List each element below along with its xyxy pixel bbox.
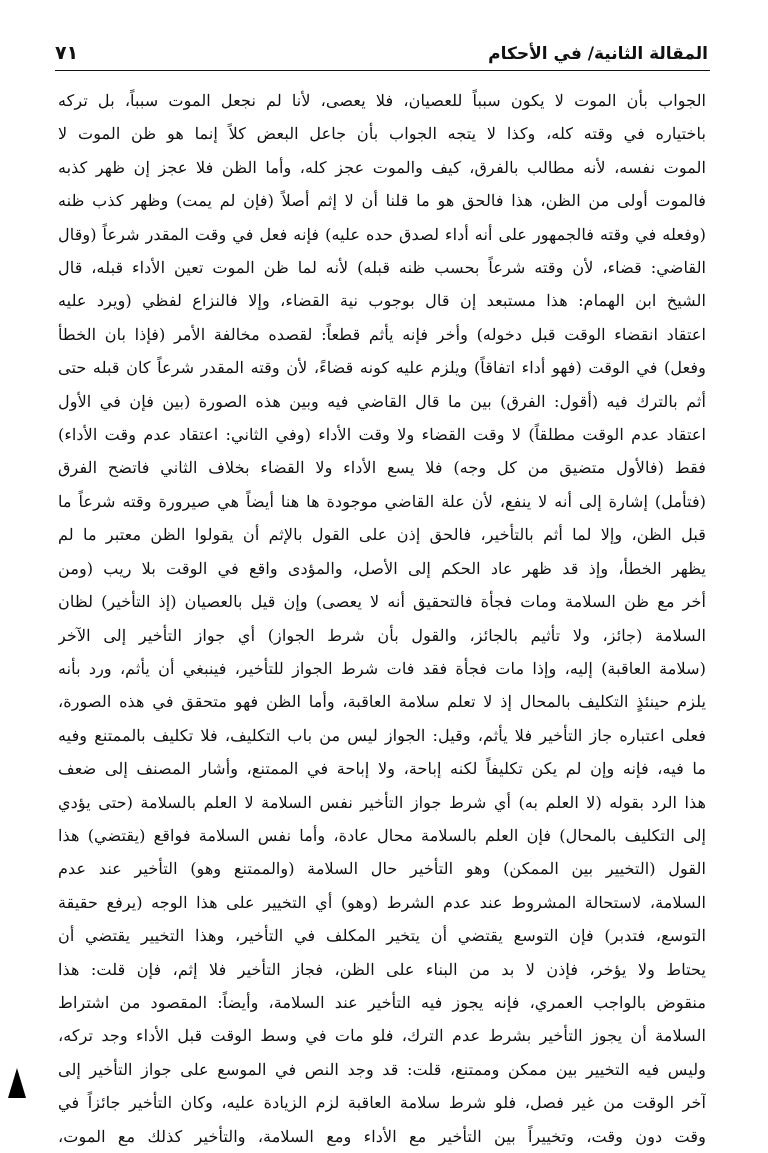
text-line: أخر مع ظن السلامة ومات فجأة فالتحقيق أنه لا يعصى) وإن قيل بالعصيان (إذ التأخير) لظان: [58, 592, 706, 612]
text-line: فالموت أولى من الظن، هذا فالحق هو ما قلنا أن لا إثم أصلاً (فإن لم يمت) وظهر كذب ظنه: [58, 191, 706, 211]
text-line: هذا الرد بقوله (لا العلم به) أي شرط جواز التأخير نفس السلامة لا العلم بالسلامة (حتى يؤدي: [58, 792, 706, 812]
text-line: يظهر الخطأ، وإذ قد ظهر عاد الحكم إلى الأصل، والمؤدى واقع في الوقت بلا ريب (ومن: [58, 558, 706, 578]
text-line: وفعل) في الوقت (فهو أداء اتفاقاً) ويلزم عليه كونه قضاءً، لأن وقته المقدر شرعاً كان قبله حتى: [58, 358, 706, 378]
text-line: وقت دون وقت، وتخييراً بين التأخير مع الأداء ومع السلامة، والتأخير كذلك مع الموت،: [58, 1126, 706, 1146]
text-line: السلامة أن يجوز التأخير بشرط عدم الترك، فلو مات في وسط الوقت قبل الأداء وجد تركه،: [58, 1026, 706, 1046]
text-line: الجواب بأن الموت لا يكون سبباً للعصيان، فلا يعصى، لأنا لم نجعل الموت سبباً، بل تركه: [58, 91, 706, 110]
page-number: ٧١: [55, 42, 79, 64]
text-line: آخر الوقت من غير فصل، فلو شرط سلامة العاقبة لزم الزيادة عليه، وكان التأخير جائزاً في: [58, 1093, 706, 1113]
text-line: فقط (فالأول متضيق من كل وجه) فلا يسع الأداء ولا القضاء بخلاف الثاني فاتضح الفرق: [58, 458, 706, 478]
text-line: إلى التكليف بالمحال) فإن العلم بالسلامة محال عادة، وأما نفس السلامة فواقع (يقتضي) هذا: [58, 825, 706, 845]
text-line: منقوض بالواجب العمري، فإنه يجوز فيه التأخير عند السلامة، وأيضاً: المقصود من اشتراط: [58, 992, 706, 1012]
text-line: باختياره في وقته كله، وكذا لا يتجه الجواب بأن جاعل البعض كلاً إنما هو ظن الموت لا: [58, 124, 706, 144]
text-line: قبل الظن، وإلا لما أثم بالتأخير، فالحق إذن على القول بالإثم أن يقولوا الظن معتبر ما لم: [58, 525, 706, 545]
text-line: أثم بالترك فيه (أقول: الفرق) بين ما قال القاضي فيه وبين هذه الصورة (بين فإن في الأول: [58, 391, 706, 411]
text-line: الشيخ ابن الهمام: هذا مستبعد إن قال بوجوب نية القضاء، وإلا فالنزاع لفظي (ويرد عليه: [58, 291, 706, 311]
corner-triangle-mark: [8, 1068, 26, 1098]
text-line: يلزم حينئذٍ التكليف بالمحال إذ لا تعلم سلامة العاقبة، وأما الظن فهو متحقق في هذه الصورة،: [58, 692, 706, 712]
text-line: القاضي: قضاء، لأن وقته شرعاً بحسب ظنه قبله) لأنه لما ظن الموت تعين الأداء قبله، قال: [58, 258, 706, 278]
text-line: (سلامة العاقبة) إليه، وإذا مات فجأة فقد فات شرط الجواز للتأخير، فينبغي أن يأثم، ورد بأنه: [58, 658, 706, 678]
text-line: (وفعله في وقته فالجمهور على أنه أداء لصدق حده عليه) فإنه فعل في وقت المقدر شرعاً (وقال: [58, 224, 706, 244]
text-line: يحتاط ولا يؤخر، فإذن لا بد من البناء على الظن، فجاز التأخير فلا إثم، فإن قلت: هذا: [58, 959, 706, 979]
running-title: المقالة الثانية/ في الأحكام: [488, 44, 708, 64]
text-line: التوسع، فتدبر) فإن التوسع يقتضي أن يتخير المكلف في التأخير، وهذا التخيير يقتضي أن: [58, 926, 706, 946]
text-line: (فتأمل) إشارة إلى أنه لا ينفع، لأن علة القاضي موجودة ها هنا أيضاً هي صيرورة وقته شرعاً ما: [58, 491, 706, 511]
text-line: القول (التخيير بين الممكن) وهو التأخير حال السلامة (والممتنع وهو) التأخير عند عدم: [58, 859, 706, 879]
header-rule: [55, 70, 710, 71]
body-text: [58, 84, 706, 1153]
text-line: ما فيه، فإنه وإن لم يكن تكليفاً لكنه إباحة، ولا إباحة في الممتنع، وأشار المصنف إلى ضعف: [58, 759, 706, 779]
text-line: السلامة، لاستحالة المشروط عند عدم الشرط (وهو) أي التخيير على هذا الوجه (يرفع حقيقة: [58, 892, 706, 912]
text-line: فعلى اعتباره جاز التأخير فلا يأثم، وقيل: الجواز ليس من باب التكليف، فلا تكليف بالممتنع وفيه: [58, 725, 706, 745]
text-line: اعتقاد انقضاء الوقت قبل دخوله) وأخر فإنه يأثم قطعاً: لقصده مخالفة الأمر (فإذا بان الخطأ: [58, 324, 706, 344]
text-line: السلامة (جائز، ولا تأثيم بالجائز، والقول بأن شرط الجواز) أي جواز التأخير إلى الآخر: [58, 625, 706, 645]
page-header: [55, 28, 708, 64]
text-line: اعتقاد عدم الوقت مطلقاً) لا وقت القضاء ولا وقت الأداء (وفي الثاني: اعتقاد عدم وقت الأداء): [58, 425, 706, 445]
text-line: وليس فيه التخيير بين ممكن وممتنع، قلت: قد وجد النص في الموسع على جواز التأخير إلى: [58, 1059, 706, 1079]
text-line: الموت نفسه، لأنه مطالب بالفرق، كيف والموت عجز كله، وأما الظن فلا عجز إن ظهر كذبه: [58, 157, 706, 177]
